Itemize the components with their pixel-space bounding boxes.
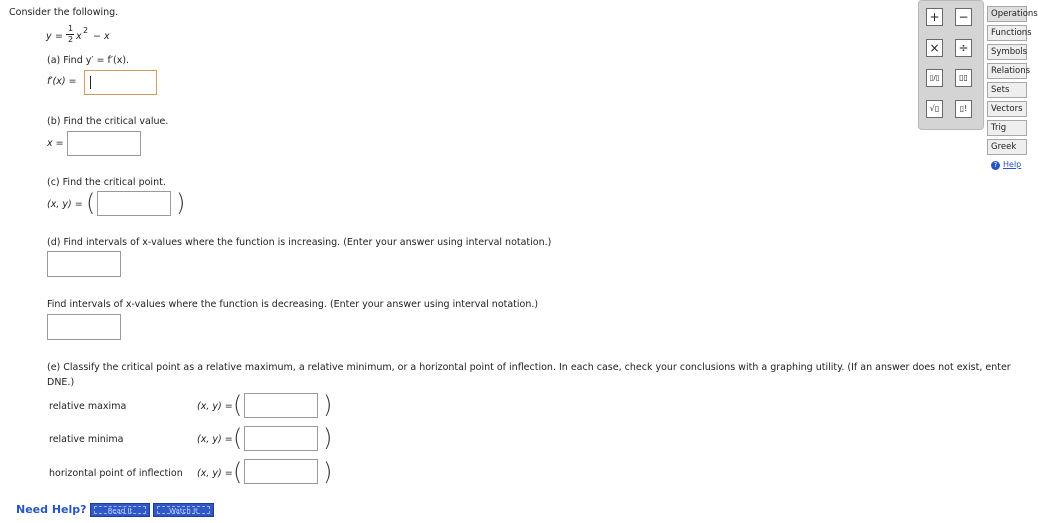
part-a-prefix: f′(x) = bbox=[47, 76, 77, 87]
tab-greek[interactable]: Greek bbox=[987, 139, 1027, 155]
tab-trig[interactable]: Trig bbox=[987, 120, 1027, 136]
part-a-label: (a) Find y′ = f′(x). bbox=[47, 55, 130, 66]
fraction-button[interactable]: ▯/▯ bbox=[926, 69, 943, 87]
need-help-label: Need Help? bbox=[16, 503, 87, 516]
relative-maxima-input[interactable] bbox=[244, 393, 318, 418]
part-c-prefix: (x, y) = bbox=[47, 199, 83, 210]
part-b-label: (b) Find the critical value. bbox=[47, 116, 169, 127]
plus-button[interactable]: + bbox=[926, 8, 943, 26]
read-it-button[interactable]: Read It bbox=[90, 503, 150, 517]
eq-exponent: 2 bbox=[83, 26, 89, 35]
part-b-prefix: x = bbox=[47, 138, 64, 149]
right-paren: ) bbox=[323, 458, 333, 486]
divide-button[interactable]: ÷ bbox=[955, 39, 972, 57]
watch-it-button[interactable]: Watch It bbox=[153, 503, 214, 517]
relative-maxima-label: relative maxima bbox=[49, 401, 127, 412]
decreasing-interval-input[interactable] bbox=[47, 314, 121, 340]
right-paren: ) bbox=[323, 424, 333, 452]
eq-minus-x: − x bbox=[93, 31, 110, 42]
help-link-label: Help bbox=[1003, 160, 1022, 169]
part-e-label-cont: DNE.) bbox=[47, 377, 75, 388]
minus-button[interactable]: − bbox=[955, 8, 972, 26]
inflection-input[interactable] bbox=[244, 459, 318, 484]
intro-text: Consider the following. bbox=[9, 7, 119, 18]
left-paren: ( bbox=[233, 458, 243, 486]
eq-denominator: 2 bbox=[68, 35, 74, 44]
part-d2-label: Find intervals of x-values where the function is decreasing. (Enter your answer using interval notation.) bbox=[47, 299, 539, 310]
tab-relations[interactable]: Relations bbox=[987, 63, 1027, 79]
derivative-input[interactable] bbox=[84, 70, 157, 95]
right-paren: ) bbox=[176, 189, 186, 217]
tab-sets[interactable]: Sets bbox=[987, 82, 1027, 98]
tab-vectors[interactable]: Vectors bbox=[987, 101, 1027, 117]
question-mark-icon: ? bbox=[991, 161, 1000, 170]
tab-functions[interactable]: Functions bbox=[987, 25, 1027, 41]
sqrt-button[interactable]: √▯ bbox=[926, 100, 943, 118]
exponent-button[interactable]: ▯▯ bbox=[955, 69, 972, 87]
inflection-label: horizontal point of inflection bbox=[49, 468, 183, 479]
eq-numerator: 1 bbox=[68, 24, 74, 33]
tab-symbols[interactable]: Symbols bbox=[987, 44, 1027, 60]
text-cursor bbox=[90, 76, 91, 89]
inflection-prefix: (x, y) = bbox=[197, 468, 233, 479]
eq-equals: = bbox=[55, 31, 63, 42]
part-c-label: (c) Find the critical point. bbox=[47, 177, 166, 188]
left-paren: ( bbox=[233, 424, 243, 452]
increasing-interval-input[interactable] bbox=[47, 251, 121, 277]
relative-minima-label: relative minima bbox=[49, 434, 124, 445]
critical-value-input[interactable] bbox=[67, 131, 141, 156]
eq-x: x bbox=[76, 31, 82, 42]
factorial-button[interactable]: ▯! bbox=[955, 100, 972, 118]
part-d-label: (d) Find intervals of x-values where the function is increasing. (Enter your answer using interval notation.) bbox=[47, 237, 552, 248]
eq-y: y bbox=[46, 31, 52, 42]
tab-operations[interactable]: Operations bbox=[987, 6, 1027, 22]
critical-point-input[interactable] bbox=[97, 191, 171, 216]
relative-maxima-prefix: (x, y) = bbox=[197, 401, 233, 412]
palette-help-link[interactable] bbox=[991, 160, 1025, 172]
relative-minima-prefix: (x, y) = bbox=[197, 434, 233, 445]
left-paren: ( bbox=[86, 189, 96, 217]
right-paren: ) bbox=[323, 391, 333, 419]
function-equation bbox=[46, 25, 146, 45]
times-button[interactable]: × bbox=[926, 39, 943, 57]
part-e-label: (e) Classify the critical point as a relative maximum, a relative minimum, or a horizontal point of inflection. In each case, check your conclusions with a graphing utility. (If an answer does not exist, enter bbox=[47, 362, 1011, 373]
relative-minima-input[interactable] bbox=[244, 426, 318, 451]
left-paren: ( bbox=[233, 391, 243, 419]
